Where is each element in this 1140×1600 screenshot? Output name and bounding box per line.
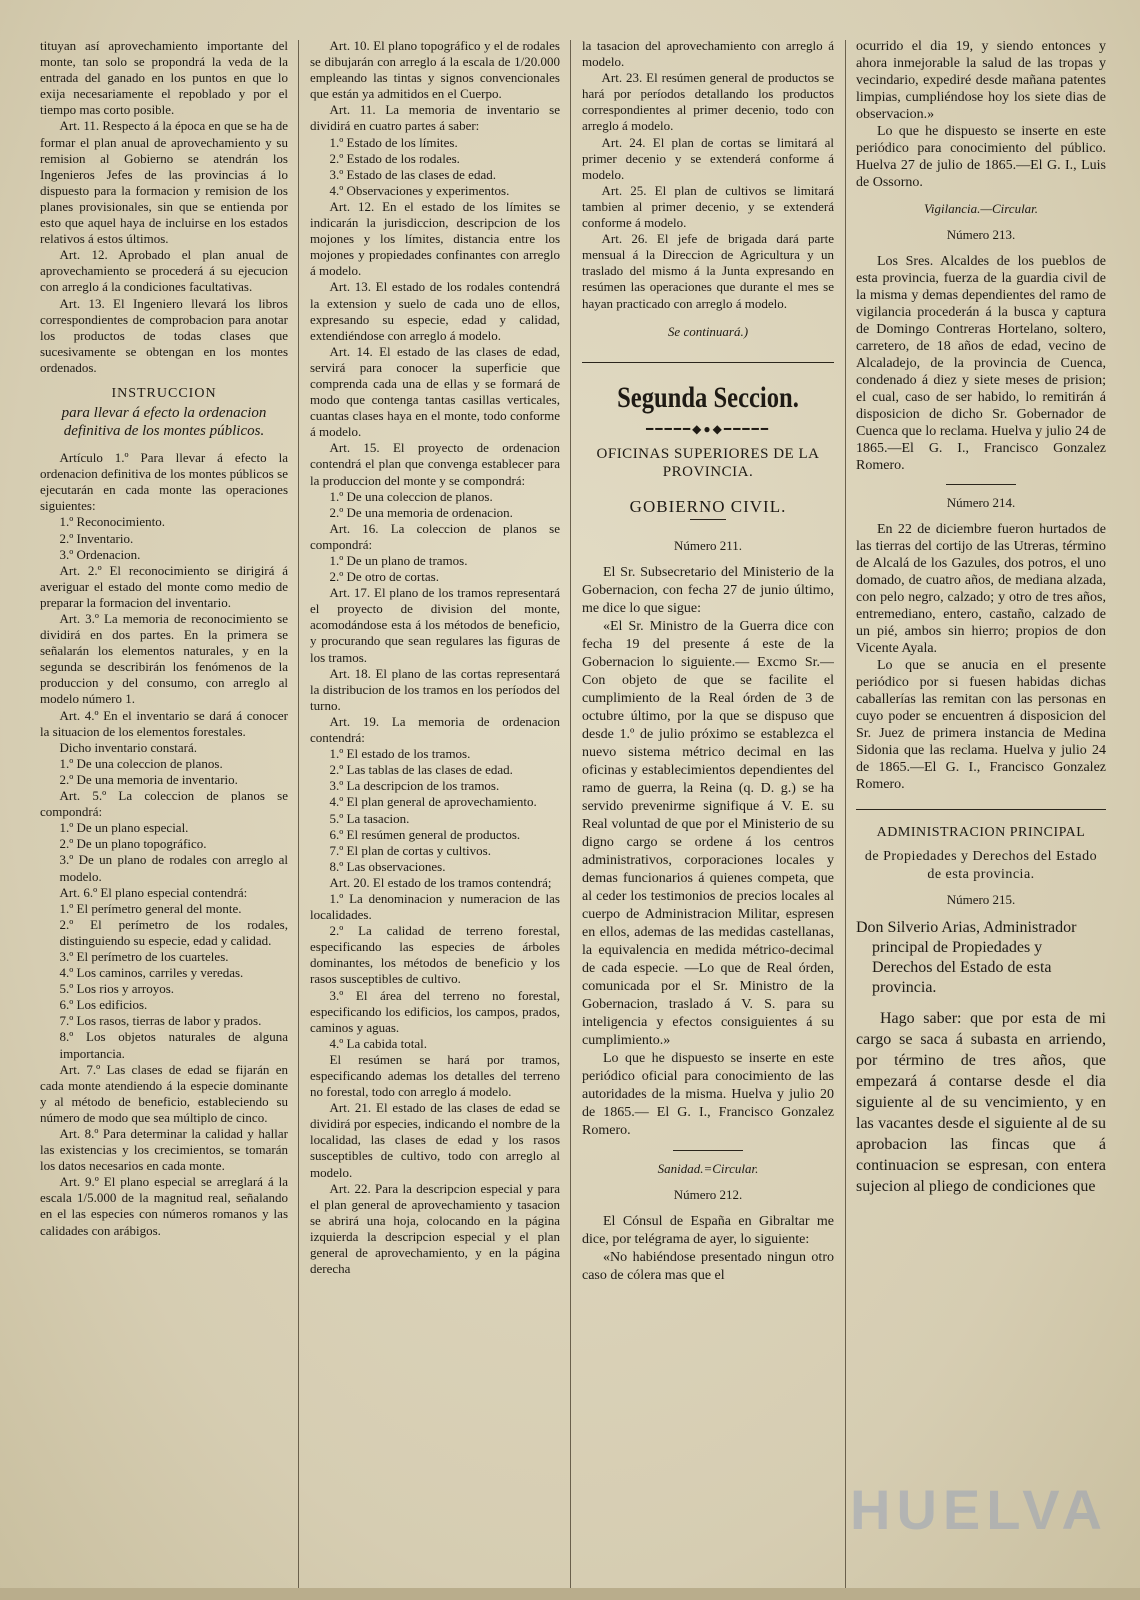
paragraph: En 22 de diciembre fueron hurtados de las tierras del cortijo de las Utreras, término de Alcalá de los Gazules, dos potros, el uno domado, de cuatro años, de mediana alzada, con pelo negro, calzado; y otro de tres años, entremediano, entero, castaño, calzado de un pié, ambos sin hierro; propios de don Vicente Ayala. <box>856 522 1106 657</box>
instruction-subheading: para llevar á efecto la ordenacion definitiva de los montes públicos. <box>61 405 267 440</box>
list-item: 2.º La calidad de terreno forestal, especificando las especies de árboles dominantes, los métodos de beneficio y los rasos susceptibles de cultivo. <box>310 923 560 987</box>
library-stamp: HUELVA <box>850 1478 1108 1541</box>
paragraph: Lo que he dispuesto se inserte en este periódico para conocimiento del público. Huelva 27 de julio de 1865.—El G. I., Luis de Ossorno. <box>856 124 1106 190</box>
list-item: 2.º De otro de cortas. <box>329 569 439 585</box>
notice-number: Número 213. <box>946 227 1016 243</box>
ornament-divider: ━━━━━◆●◆━━━━━ <box>646 421 770 436</box>
list-item: 5.º Los rios y arroyos. <box>59 981 175 997</box>
article-12: Art. 12. Aprobado el plan anual de aprovechamiento se procederá á su ejecucion con arreglo á la condiciones facultativas. <box>40 247 288 295</box>
paragraph: la tasacion del aprovechamiento con arreglo á modelo. <box>582 38 834 70</box>
list-item: 5.º La tasacion. <box>329 810 410 826</box>
article-13: Art. 13. El Ingeniero llevará los libros correspondientes de comprobacion para anotar los productos de todas clases que sucesivamente se obtengan en los montes ordenados. <box>40 295 288 375</box>
circular-heading: Vigilancia.—Circular. <box>923 201 1039 216</box>
list-item: 6.º Los edificios. <box>59 997 148 1013</box>
list-item: 4.º Observaciones y experimentos. <box>329 182 510 198</box>
list-item: 1.º Reconocimiento. <box>59 514 165 530</box>
paragraph: «No habiéndose presentado ningun otro caso de cólera mas que el <box>582 1250 834 1284</box>
article-6: Art. 6.º El plano especial contendrá: <box>59 884 248 900</box>
circular-heading: Sanidad.=Circular. <box>657 1160 759 1176</box>
list-item: 1.º De una coleccion de planos. <box>59 755 223 771</box>
article-8: Art. 8.º Para determinar la calidad y hallar las existencias y los crecimientos, se tomarán los datos necesarios en cada monte. <box>40 1126 288 1174</box>
list-item: 3.º El área del terreno no forestal, especificando los edificios, los campos, prados, caminos y aguas. <box>310 987 560 1035</box>
administration-subheading: de Propiedades y Derechos del Estado de esta provincia. <box>864 849 1098 883</box>
article-23: Art. 23. El resúmen general de productos se hará por períodos detallando los productos correspondientes al primer decenio, todo con arreglo á modelo. <box>582 70 834 134</box>
divider <box>673 1150 743 1151</box>
article-10: Art. 10. El plano topográfico y el de rodales se dibujarán con arreglo á la escala de 1/20.000 empleando las tintas y signos convencionales que están ya admitidos en el Cuerpo. <box>310 38 560 102</box>
article-4: Art. 4.º En el inventario se dará á conocer la situacion de los elementos forestales. <box>40 707 288 739</box>
list-item: 3.º Ordenacion. <box>59 546 141 562</box>
article-14: Art. 14. El estado de las clases de edad, servirá para conocer la superficie que comprenda cada una de ellas y se formará de modo que contenga tantas casillas verticales, cuantas clases haya en el monte, todo conforme á modelo. <box>310 343 560 440</box>
administrator-name: Don Silverio Arias, Administrador principal de Propiedades y Derechos del Estado de esta provincia. <box>856 919 1077 997</box>
government-heading: GOBIERNO CIVIL. <box>629 496 787 516</box>
list-item: 3.º Estado de las clases de edad. <box>329 166 496 182</box>
paragraph: El Cónsul de España en Gibraltar me dice, por telégrama de ayer, lo siguiente: <box>582 1214 834 1248</box>
column-3 <box>582 38 834 1590</box>
list-item: 2.º El perímetro de los rodales, distinguiendo su especie, edad y calidad. <box>59 916 288 948</box>
list-item: 3.º El perímetro de los cuarteles. <box>59 948 229 964</box>
article-20: Art. 20. El estado de los tramos contendrá; <box>329 874 552 890</box>
paragraph: Los Sres. Alcaldes de los pueblos de esta provincia, fuerza de la guardia civil de la misma y demas dependientes del ramo de vigilancia procederán á la busca y captura de Domingo Contreras Hortelano, soltero, carretero, de 18 años de edad, vecino de Alcaladejo, de la provincia de Cuenca, condenado á diez y siete meses de prision; el cual, caso de ser habido, lo remitirán á disposicion de dicho Sr. Gobernador de Cuenca que lo reclama. Huelva y julio 24 de 1865.—El G. I., Francisco Gonzalez Romero. <box>856 254 1106 474</box>
article-11: Art. 11. La memoria de inventario se dividirá en cuatro partes á saber: <box>310 102 560 134</box>
paragraph: «El Sr. Ministro de la Guerra dice con fecha 19 del presente á este de la Gobernacion lo siguiente.— Excmo Sr.— Con objeto de que se facilite el cumplimiento de la Real órden de 3 de octubre último, por la que se dispuso que desde 1.º de julio próximo se establezca el nuevo sistema métrico decimal en las oficinas y establecimientos dependientes del ramo de guerra, la Reina (q. D. g.) se ha servido prevenirme signifique á V. E. su Real voluntad de que por el Ministerio de su digno cargo se ordene á los centros administrativos, corporaciones locales y demas funcionarios á quienes competa, que al ceder los testimonios de precios locales al cuerpo de Administracion Militar, espresen en ellos, ademas de las medidas castellanas, la equivalencia en medida métrico-decimal de cada especie. —Lo que de Real órden, comunicada por el Sr. Ministro de la Gobernacion, traslado á V. S. para su inteligencia y efectos consiguientes á su cumplimiento.» <box>582 618 834 1048</box>
list-item: 1.º De un plano especial. <box>59 820 189 836</box>
list-item: 6.º El resúmen general de productos. <box>329 826 521 842</box>
paragraph: ocurrido el dia 19, y siendo entonces y ahora inmejorable la salud de las tropas y vecindario, expediré desde mañana patentes limpias, cumpliéndose hoy los siete dias de observacion.» <box>856 39 1106 122</box>
list-item: 4.º El plan general de aprovechamiento. <box>329 794 537 810</box>
list-item: 1.º El perímetro general del monte. <box>59 900 242 916</box>
article-9: Art. 9.º El plano especial se arreglará á la escala 1/5.000 de la magnitud real, señalando en el las especies con números romanos y las calidades con arábigos. <box>40 1174 288 1238</box>
section-title: Segunda Seccion. <box>617 380 799 414</box>
column-1 <box>40 38 288 1590</box>
article-15: Art. 15. El proyecto de ordenacion contendrá el plan que convenga establecer para la produccion del monte y se compondrá: <box>310 440 560 488</box>
article-24: Art. 24. El plan de cortas se limitará al primer decenio y se extenderá conforme á modelo. <box>582 134 834 182</box>
column-divider <box>298 40 299 1590</box>
article-21: Art. 21. El estado de las clases de edad se dividirá por especies, indicando el nombre de la localidad, las clases de edad y los rasos susceptibles de cultivo, todo con arreglo al modelo. <box>310 1100 560 1180</box>
column-4 <box>856 38 1106 1590</box>
list-item: 1.º El estado de los tramos. <box>329 746 471 762</box>
paragraph: El Sr. Subsecretario del Ministerio de la Gobernacion, con fecha 27 de junio último, me dice lo que sigue: <box>582 564 834 616</box>
list-item: 2.º De una memoria de inventario. <box>59 771 238 787</box>
list-item: 4.º La cabida total. <box>329 1035 428 1051</box>
list-item: 1.º La denominacion y numeracion de las localidades. <box>310 890 560 923</box>
continued-note: Se continuará.) <box>667 323 749 339</box>
article-1: Artículo 1.º Para llevar á efecto la ordenacion definitiva de los montes públicos se ejecutarán en cada monte las operaciones siguientes: <box>40 450 288 514</box>
article-11: Art. 11. Respecto á la época en que se ha de formar el plan anual de aprovechamiento y su remision al Gobierno se atendrán los Ingenieros Jefes de las provincias á lo dispuesto para la formacion y remision de los planes provisionales, sin que se entienda por esto que aquel haya de incluirse en los estados relativos á estos últimos. <box>40 118 288 247</box>
notice-number: Número 214. <box>946 495 1016 511</box>
list-item: 2.º De una memoria de ordenacion. <box>329 504 513 520</box>
notice-number: Número 215. <box>946 892 1016 908</box>
divider <box>856 809 1106 810</box>
paragraph: Hago saber: que por esta de mi cargo se saca á subasta en arriendo, por término de tres años, que empezará á contarse desde el dia siguiente al de su vencimiento, y en las vacantes desde el siguiente al de su aprobacion las fincas que á continuacion se espresan, con entera sujecion al pliego de condiciones que <box>856 1010 1106 1196</box>
page-edge <box>0 1588 1140 1600</box>
list-item: 8.º Los objetos naturales de alguna importancia. <box>59 1029 288 1061</box>
paragraph: Dicho inventario constará. <box>59 739 198 755</box>
paragraph: Lo que he dispuesto se inserte en este periódico oficial para conocimiento de las autoridades de la misma. Huelva y julio 20 de 1865.— El G. I., Francisco Gonzalez Romero. <box>582 1050 834 1138</box>
list-item: 1.º De un plano de tramos. <box>329 553 468 568</box>
instruction-heading: INSTRUCCION <box>111 385 217 401</box>
list-item: 8.º Las observaciones. <box>329 858 446 874</box>
column-divider <box>845 40 846 1590</box>
paragraph: tituyan así aprovechamiento importante del monte, tan solo se propondrá la veda de la entrada del ganado en los puntos en que lo exija necesariamente el repoblado y por el tiempo mas corto posible. <box>40 38 288 118</box>
article-26: Art. 26. El jefe de brigada dará parte mensual á la Direccion de Agricultura y un traslado del mismo á la Junta expresando en resúmen las operaciones que durante el mes se hayan practicado con arreglo á modelo. <box>582 231 834 311</box>
notice-number: Número 211. <box>673 537 743 553</box>
column-2 <box>310 38 560 1590</box>
divider <box>690 519 726 520</box>
article-25: Art. 25. El plan de cultivos se limitará tambien al primer decenio, y se extenderá conforme á modelo. <box>582 182 834 231</box>
article-7: Art. 7.º Las clases de edad se fijarán en cada monte atendiendo á la especie dominante y al método de beneficio, estableciendo su número de modo que sea múltiplo de cinco. <box>40 1061 288 1125</box>
article-16: Art. 16. La coleccion de planos se compondrá: <box>310 520 560 552</box>
list-item: 2.º Las tablas de las clases de edad. <box>329 762 513 778</box>
article-5: Art. 5.º La coleccion de planos se compondrá: <box>40 788 288 820</box>
list-item: 2.º De un plano topográfico. <box>59 836 207 852</box>
list-item: 1.º Estado de los límites. <box>329 134 458 150</box>
offices-heading: OFICINAS SUPERIORES DE LA PROVINCIA. <box>596 445 820 480</box>
list-item: 2.º Inventario. <box>59 530 134 546</box>
list-item: 3.º De un plano de rodales con arreglo al modelo. <box>59 852 288 884</box>
article-18: Art. 18. El plano de las cortas representará la distribucion de los tramos en los períodos del turno. <box>310 665 560 713</box>
article-13: Art. 13. El estado de los rodales contendrá la extension y suelo de cada uno de ellos, expresando su especie, edad y calidad, extendiéndose con arreglo á modelo. <box>310 279 560 343</box>
article-12: Art. 12. En el estado de los límites se indicarán la jurisdiccion, descripcion de los mojones y los límites, distancia entre los mojones y propiedades confinantes con arreglo á modelo. <box>310 198 560 279</box>
article-22: Art. 22. Para la descripcion especial y para el plan general de aprovechamiento y tasacion se abrirá una hoja, colocando en la página izquierda la descripcion especial y el plan general de aprovechamiento, y en la página derecha <box>310 1180 560 1277</box>
divider <box>582 362 834 363</box>
article-2: Art. 2.º El reconocimiento se dirigirá á averiguar el estado del monte como medio de preparar la formacion del inventario. <box>40 562 288 610</box>
list-item: 7.º El plan de cortas y cultivos. <box>329 842 491 858</box>
administration-heading: ADMINISTRACION PRINCIPAL <box>876 825 1086 841</box>
divider <box>946 484 1016 485</box>
list-item: 3.º La descripcion de los tramos. <box>329 778 500 794</box>
list-item: 1.º De una coleccion de planos. <box>329 488 493 504</box>
article-17: Art. 17. El plano de los tramos representará el proyecto de division del monte, acomodándose esta á los métodos de beneficio, y procurando que sean regulares las figuras de los tramos. <box>310 585 560 665</box>
list-item: 7.º Los rasos, tierras de labor y prados. <box>59 1013 262 1029</box>
list-item: 4.º Los caminos, carriles y veredas. <box>59 965 244 981</box>
notice-number: Número 212. <box>673 1187 743 1203</box>
paragraph: Lo que se anucia en el presente periódico por si fuesen habidas dichas caballerías las remitan con las personas en cuyo poder se encuentren á disposicion del Sr. Juez de primera instancia de Medina Sidonia que las reclama. Huelva y julio 24 de 1865.—El G. I., Francisco Gonzalez Romero. <box>856 658 1106 793</box>
list-item: 2.º Estado de los rodales. <box>329 150 460 166</box>
article-19: Art. 19. La memoria de ordenacion contendrá: <box>310 713 560 746</box>
article-3: Art. 3.º La memoria de reconocimiento se dividirá en dos partes. En la primera se señalarán los elementos naturales, y en la segunda se describirán los fenómenos de la produccion y del consumo, con arreglo al modelo número 1. <box>40 611 288 707</box>
paragraph: El resúmen se hará por tramos, especificando ademas los detalles del terreno no forestal, todo con arreglo á modelo. <box>310 1051 560 1100</box>
column-divider <box>570 40 571 1590</box>
